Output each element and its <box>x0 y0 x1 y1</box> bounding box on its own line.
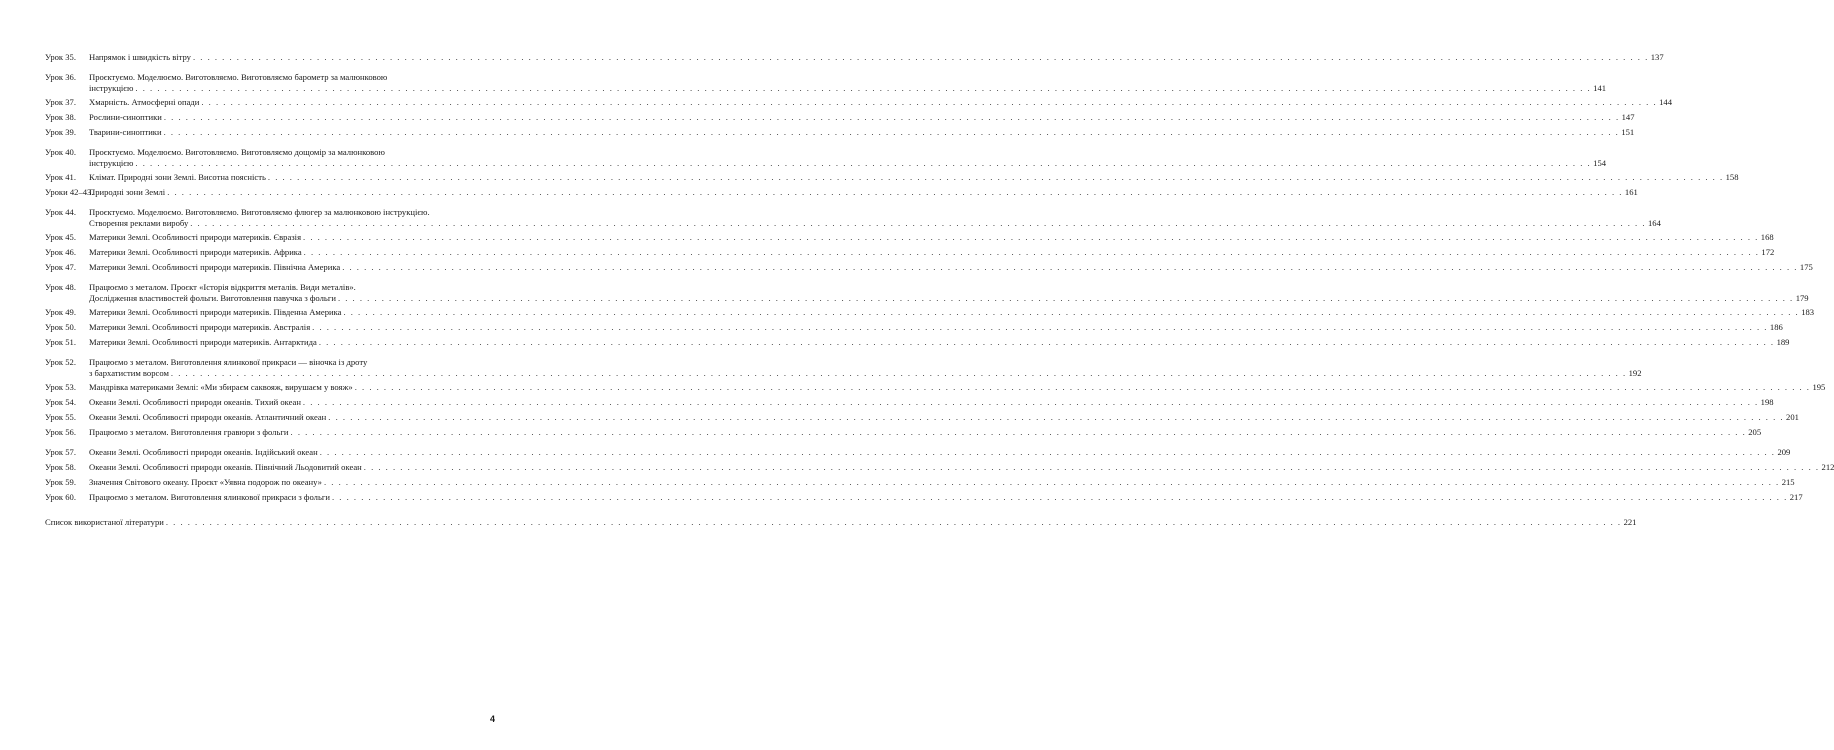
page-ref: 164 <box>1647 218 1661 228</box>
dot-leader: . . . . . . . . . . . . . . . . . . . . . . . . . . . . . . . . . . . . . . . . . . . . . . . . . . . . . . . . . . . . . . . . . . . . . . . . . . . . . . . . . . . . . . . . . . . . . . . . . . . . . . . . . . . . . . . . . . . . . . . . . . . . . . . . . . . . . . . . . . . . . . . . . . . . . . . . . . . . . . . . . . . . . . . . . . . . . . . . . . . . . . . . . . . . . . . . . . . . . . . . <box>323 477 1780 487</box>
lesson-title <box>89 477 1795 488</box>
lesson-title <box>89 262 1813 273</box>
lesson-title-line: Працюємо з металом. Виготовлення ялинкової прикраси — віночка із дроту <box>89 357 368 367</box>
dot-leader: . . . . . . . . . . . . . . . . . . . . . . . . . . . . . . . . . . . . . . . . . . . . . . . . . . . . . . . . . . . . . . . . . . . . . . . . . . . . . . . . . . . . . . . . . . . . . . . . . . . . . . . . . . . . . . . . . . . . . . . . . . . . . . . . . . . . . . . . . . . . . . . . . . . . . . . . . . . . . . . . . . . . . . . . . . . . . . . . . . . . . . . . . . . . . . . . . . . . . . . . <box>170 368 1627 378</box>
page-ref: 158 <box>1725 172 1739 182</box>
lesson-title-line: Значення Світового океану. Проєкт «Уявна подорож по океану» <box>89 477 322 487</box>
page-ref: 175 <box>1799 262 1813 272</box>
lesson-title-line: Материки Землі. Особливості природи материків. Євразія <box>89 232 302 242</box>
lesson-label: Урок 46. <box>45 247 76 257</box>
lesson-label: Урок 59. <box>45 477 76 487</box>
lesson-label: Урок 57. <box>45 447 76 457</box>
lesson-label: Урок 55. <box>45 412 76 422</box>
lesson-title <box>89 427 1762 438</box>
lesson-title <box>89 337 1790 348</box>
lesson-title-line: Клімат. Природні зони Землі. Висотна поясність <box>89 172 266 182</box>
lesson-title <box>89 307 1815 318</box>
dot-leader: . . . . . . . . . . . . . . . . . . . . . . . . . . . . . . . . . . . . . . . . . . . . . . . . . . . . . . . . . . . . . . . . . . . . . . . . . . . . . . . . . . . . . . . . . . . . . . . . . . . . . . . . . . . . . . . . . . . . . . . . . . . . . . . . . . . . . . . . . . . . . . . . . . . . . . . . . . . . . . . . . . . . . . . . . . . . . . . . . . . . . . . . . . . . . . . . . . . . . . . . <box>163 127 1620 137</box>
lesson-title-line: Працюємо з металом. Виготовлення гравюри з фольги <box>89 427 289 437</box>
lesson-label: Урок 60. <box>45 492 76 502</box>
lesson-title <box>89 232 1774 243</box>
dot-leader: . . . . . . . . . . . . . . . . . . . . . . . . . . . . . . . . . . . . . . . . . . . . . . . . . . . . . . . . . . . . . . . . . . . . . . . . . . . . . . . . . . . . . . . . . . . . . . . . . . . . . . . . . . . . . . . . . . . . . . . . . . . . . . . . . . . . . . . . . . . . . . . . . . . . . . . . . . . . . . . . . . . . . . . . . . . . . . . . . . . . . . . . . . . . . . . . . . . . . . . . <box>165 517 1622 527</box>
dot-leader: . . . . . . . . . . . . . . . . . . . . . . . . . . . . . . . . . . . . . . . . . . . . . . . . . . . . . . . . . . . . . . . . . . . . . . . . . . . . . . . . . . . . . . . . . . . . . . . . . . . . . . . . . . . . . . . . . . . . . . . . . . . . . . . . . . . . . . . . . . . . . . . . . . . . . . . . . . . . . . . . . . . . . . . . . . . . . . . . . . . . . . . . . . . . . . . . . . . . . . . . <box>303 247 1760 257</box>
lesson-title <box>89 462 1834 473</box>
dot-leader: . . . . . . . . . . . . . . . . . . . . . . . . . . . . . . . . . . . . . . . . . . . . . . . . . . . . . . . . . . . . . . . . . . . . . . . . . . . . . . . . . . . . . . . . . . . . . . . . . . . . . . . . . . . . . . . . . . . . . . . . . . . . . . . . . . . . . . . . . . . . . . . . . . . . . . . . . . . . . . . . . . . . . . . . . . . . . . . . . . . . . . . . . . . . . . . . . . . . . . . . <box>343 307 1800 317</box>
lesson-title-line: Напрямок і швидкість вітру <box>89 52 191 62</box>
dot-leader: . . . . . . . . . . . . . . . . . . . . . . . . . . . . . . . . . . . . . . . . . . . . . . . . . . . . . . . . . . . . . . . . . . . . . . . . . . . . . . . . . . . . . . . . . . . . . . . . . . . . . . . . . . . . . . . . . . . . . . . . . . . . . . . . . . . . . . . . . . . . . . . . . . . . . . . . . . . . . . . . . . . . . . . . . . . . . . . . . . . . . . . . . . . . . . . . . . . . . . . . <box>163 112 1620 122</box>
page-ref: 221 <box>1623 517 1637 527</box>
lesson-title <box>89 447 1791 458</box>
dot-leader: . . . . . . . . . . . . . . . . . . . . . . . . . . . . . . . . . . . . . . . . . . . . . . . . . . . . . . . . . . . . . . . . . . . . . . . . . . . . . . . . . . . . . . . . . . . . . . . . . . . . . . . . . . . . . . . . . . . . . . . . . . . . . . . . . . . . . . . . . . . . . . . . . . . . . . . . . . . . . . . . . . . . . . . . . . . . . . . . . . . . . . . . . . . . . . . . . . . . . . . . <box>192 52 1649 62</box>
lesson-label: Урок 58. <box>45 462 76 472</box>
lesson-title <box>89 97 1672 108</box>
page-ref: 154 <box>1593 158 1607 168</box>
lesson-label: Урок 56. <box>45 427 76 437</box>
page-ref: 147 <box>1621 112 1635 122</box>
lesson-title-line: інструкцією <box>89 83 134 93</box>
lesson-title <box>89 322 1783 333</box>
lesson-title-line: Природні зони Землі <box>89 187 166 197</box>
page-ref: 189 <box>1776 337 1790 347</box>
lesson-label: Урок 47. <box>45 262 76 272</box>
lesson-title <box>89 492 1803 503</box>
lesson-title-line: Мандрівка материками Землі: «Ми збираєм саквояж, вирушаєм у вояж» <box>89 382 353 392</box>
lesson-title-line: Хмарність. Атмосферні опади <box>89 97 200 107</box>
dot-leader: . . . . . . . . . . . . . . . . . . . . . . . . . . . . . . . . . . . . . . . . . . . . . . . . . . . . . . . . . . . . . . . . . . . . . . . . . . . . . . . . . . . . . . . . . . . . . . . . . . . . . . . . . . . . . . . . . . . . . . . . . . . . . . . . . . . . . . . . . . . . . . . . . . . . . . . . . . . . . . . . . . . . . . . . . . . . . . . . . . . . . . . . . . . . . . . . . . . . . . . . <box>201 97 1658 107</box>
lesson-label: Урок 36. <box>45 72 76 82</box>
dot-leader: . . . . . . . . . . . . . . . . . . . . . . . . . . . . . . . . . . . . . . . . . . . . . . . . . . . . . . . . . . . . . . . . . . . . . . . . . . . . . . . . . . . . . . . . . . . . . . . . . . . . . . . . . . . . . . . . . . . . . . . . . . . . . . . . . . . . . . . . . . . . . . . . . . . . . . . . . . . . . . . . . . . . . . . . . . . . . . . . . . . . . . . . . . . . . . . . . . . . . . . . <box>190 218 1646 228</box>
dot-leader: . . . . . . . . . . . . . . . . . . . . . . . . . . . . . . . . . . . . . . . . . . . . . . . . . . . . . . . . . . . . . . . . . . . . . . . . . . . . . . . . . . . . . . . . . . . . . . . . . . . . . . . . . . . . . . . . . . . . . . . . . . . . . . . . . . . . . . . . . . . . . . . . . . . . . . . . . . . . . . . . . . . . . . . . . . . . . . . . . . . . . . . . . . . . . . . . . . . . . . . . <box>303 232 1759 242</box>
dot-leader: . . . . . . . . . . . . . . . . . . . . . . . . . . . . . . . . . . . . . . . . . . . . . . . . . . . . . . . . . . . . . . . . . . . . . . . . . . . . . . . . . . . . . . . . . . . . . . . . . . . . . . . . . . . . . . . . . . . . . . . . . . . . . . . . . . . . . . . . . . . . . . . . . . . . . . . . . . . . . . . . . . . . . . . . . . . . . . . . . . . . . . . . . . . . . . . . . . . . . . . . <box>337 293 1794 303</box>
page-ref: 192 <box>1628 368 1642 378</box>
dot-leader: . . . . . . . . . . . . . . . . . . . . . . . . . . . . . . . . . . . . . . . . . . . . . . . . . . . . . . . . . . . . . . . . . . . . . . . . . . . . . . . . . . . . . . . . . . . . . . . . . . . . . . . . . . . . . . . . . . . . . . . . . . . . . . . . . . . . . . . . . . . . . . . . . . . . . . . . . . . . . . . . . . . . . . . . . . . . . . . . . . . . . . . . . . . . . . . . . . . . . . . . <box>167 187 1623 197</box>
page-ref: 179 <box>1795 293 1809 303</box>
lesson-label: Урок 50. <box>45 322 76 332</box>
lesson-label: Урок 54. <box>45 397 76 407</box>
lesson-label: Урок 37. <box>45 97 76 107</box>
lesson-label: Урок 39. <box>45 127 76 137</box>
lesson-title <box>89 187 1638 198</box>
lesson-title <box>89 207 1661 229</box>
page-ref: 161 <box>1624 187 1638 197</box>
dot-leader: . . . . . . . . . . . . . . . . . . . . . . . . . . . . . . . . . . . . . . . . . . . . . . . . . . . . . . . . . . . . . . . . . . . . . . . . . . . . . . . . . . . . . . . . . . . . . . . . . . . . . . . . . . . . . . . . . . . . . . . . . . . . . . . . . . . . . . . . . . . . . . . . . . . . . . . . . . . . . . . . . . . . . . . . . . . . . . . . . . . . . . . . . . . . . . . . . . . . . . . . <box>312 322 1768 332</box>
lesson-label: Урок 53. <box>45 382 76 392</box>
lesson-label: Урок 52. <box>45 357 76 367</box>
lesson-title-line: Проєктуємо. Моделюємо. Виготовляємо. Виготовляємо флюгер за малюнковою інструкцією. <box>89 207 430 217</box>
lesson-title <box>89 127 1635 138</box>
lesson-title-line: Материки Землі. Особливості природи материків. Антарктида <box>89 337 317 347</box>
page-ref: 151 <box>1621 127 1635 137</box>
lesson-title <box>89 397 1774 408</box>
lesson-title <box>89 147 1607 169</box>
page-ref: 141 <box>1593 83 1607 93</box>
dot-leader: . . . . . . . . . . . . . . . . . . . . . . . . . . . . . . . . . . . . . . . . . . . . . . . . . . . . . . . . . . . . . . . . . . . . . . . . . . . . . . . . . . . . . . . . . . . . . . . . . . . . . . . . . . . . . . . . . . . . . . . . . . . . . . . . . . . . . . . . . . . . . . . . . . . . . . . . . . . . . . . . . . . . . . . . . . . . . . . . . . . . . . . . . . . . . . . . . . . . . . . . <box>342 262 1798 272</box>
lesson-title <box>89 382 1826 393</box>
dot-leader: . . . . . . . . . . . . . . . . . . . . . . . . . . . . . . . . . . . . . . . . . . . . . . . . . . . . . . . . . . . . . . . . . . . . . . . . . . . . . . . . . . . . . . . . . . . . . . . . . . . . . . . . . . . . . . . . . . . . . . . . . . . . . . . . . . . . . . . . . . . . . . . . . . . . . . . . . . . . . . . . . . . . . . . . . . . . . . . . . . . . . . . . . . . . . . . . . . . . . . . . <box>328 412 1785 422</box>
page-ref: 183 <box>1801 307 1815 317</box>
lesson-title-line: Працюємо з металом. Проєкт «Історія відкриття металів. Види металів». <box>89 282 356 292</box>
lesson-title-line: інструкцією <box>89 158 134 168</box>
dot-leader: . . . . . . . . . . . . . . . . . . . . . . . . . . . . . . . . . . . . . . . . . . . . . . . . . . . . . . . . . . . . . . . . . . . . . . . . . . . . . . . . . . . . . . . . . . . . . . . . . . . . . . . . . . . . . . . . . . . . . . . . . . . . . . . . . . . . . . . . . . . . . . . . . . . . . . . . . . . . . . . . . . . . . . . . . . . . . . . . . . . . . . . . . . . . . . . . . . . . . . . . <box>363 462 1820 472</box>
lesson-title-line: Океани Землі. Особливості природи океанів. Атлантичний океан <box>89 412 327 422</box>
lesson-label: Урок 49. <box>45 307 76 317</box>
page-ref: 198 <box>1760 397 1774 407</box>
lesson-title-line: Океани Землі. Особливості природи океанів. Північний Льодовитий океан <box>89 462 362 472</box>
lesson-title <box>89 412 1799 423</box>
lesson-title-line: Проєктуємо. Моделюємо. Виготовляємо. Виготовляємо дощомір за малюнковою <box>89 147 385 157</box>
page-ref: 144 <box>1659 97 1672 107</box>
dot-leader: . . . . . . . . . . . . . . . . . . . . . . . . . . . . . . . . . . . . . . . . . . . . . . . . . . . . . . . . . . . . . . . . . . . . . . . . . . . . . . . . . . . . . . . . . . . . . . . . . . . . . . . . . . . . . . . . . . . . . . . . . . . . . . . . . . . . . . . . . . . . . . . . . . . . . . . . . . . . . . . . . . . . . . . . . . . . . . . . . . . . . . . . . . . . . . . . . . . . . . . . <box>302 397 1759 407</box>
lesson-label: Урок 41. <box>45 172 76 182</box>
lesson-label: Урок 35. <box>45 52 76 62</box>
page-number: 4 <box>489 714 495 724</box>
lesson-title <box>89 172 1739 183</box>
lesson-title-line: Материки Землі. Особливості природи материків. Африка <box>89 247 302 257</box>
lesson-title-line: Материки Землі. Особливості природи материків. Південна Америка <box>89 307 342 317</box>
lesson-title <box>89 357 1642 379</box>
lesson-title-line: Рослини-синоптики <box>89 112 162 122</box>
lesson-title <box>89 52 1664 63</box>
lesson-label: Урок 48. <box>45 282 76 292</box>
page-ref: 137 <box>1650 52 1664 62</box>
lesson-title-line: Материки Землі. Особливості природи материків. Північна Америка <box>89 262 341 272</box>
page-ref: 172 <box>1761 247 1775 257</box>
lesson-title-line: Океани Землі. Особливості природи океанів. Тихий океан <box>89 397 301 407</box>
lesson-title-line: Дослідження властивостей фольги. Виготовлення павучка з фольги <box>89 293 336 303</box>
lesson-title-line: Працюємо з металом. Виготовлення ялинкової прикраси з фольги <box>89 492 330 502</box>
dot-leader: . . . . . . . . . . . . . . . . . . . . . . . . . . . . . . . . . . . . . . . . . . . . . . . . . . . . . . . . . . . . . . . . . . . . . . . . . . . . . . . . . . . . . . . . . . . . . . . . . . . . . . . . . . . . . . . . . . . . . . . . . . . . . . . . . . . . . . . . . . . . . . . . . . . . . . . . . . . . . . . . . . . . . . . . . . . . . . . . . . . . . . . . . . . . . . . . . . . . . . . . <box>267 172 1724 182</box>
dot-leader: . . . . . . . . . . . . . . . . . . . . . . . . . . . . . . . . . . . . . . . . . . . . . . . . . . . . . . . . . . . . . . . . . . . . . . . . . . . . . . . . . . . . . . . . . . . . . . . . . . . . . . . . . . . . . . . . . . . . . . . . . . . . . . . . . . . . . . . . . . . . . . . . . . . . . . . . . . . . . . . . . . . . . . . . . . . . . . . . . . . . . . . . . . . . . . . . . . . . . . . . <box>290 427 1747 437</box>
dot-leader: . . . . . . . . . . . . . . . . . . . . . . . . . . . . . . . . . . . . . . . . . . . . . . . . . . . . . . . . . . . . . . . . . . . . . . . . . . . . . . . . . . . . . . . . . . . . . . . . . . . . . . . . . . . . . . . . . . . . . . . . . . . . . . . . . . . . . . . . . . . . . . . . . . . . . . . . . . . . . . . . . . . . . . . . . . . . . . . . . . . . . . . . . . . . . . . . . . . . . . . . <box>319 447 1776 457</box>
lesson-title <box>89 282 1809 304</box>
lesson-title-line: Материки Землі. Особливості природи материків. Австралія <box>89 322 311 332</box>
references-label: Список використаної літератури <box>45 517 164 527</box>
lesson-title-line: з бархатистим ворсом <box>89 368 169 378</box>
lesson-title-line: Створення реклами виробу <box>89 218 189 228</box>
dot-leader: . . . . . . . . . . . . . . . . . . . . . . . . . . . . . . . . . . . . . . . . . . . . . . . . . . . . . . . . . . . . . . . . . . . . . . . . . . . . . . . . . . . . . . . . . . . . . . . . . . . . . . . . . . . . . . . . . . . . . . . . . . . . . . . . . . . . . . . . . . . . . . . . . . . . . . . . . . . . . . . . . . . . . . . . . . . . . . . . . . . . . . . . . . . . . . . . . . . . . . . . <box>354 382 1811 392</box>
dot-leader: . . . . . . . . . . . . . . . . . . . . . . . . . . . . . . . . . . . . . . . . . . . . . . . . . . . . . . . . . . . . . . . . . . . . . . . . . . . . . . . . . . . . . . . . . . . . . . . . . . . . . . . . . . . . . . . . . . . . . . . . . . . . . . . . . . . . . . . . . . . . . . . . . . . . . . . . . . . . . . . . . . . . . . . . . . . . . . . . . . . . . . . . . . . . . . . . . . . . . . . . <box>318 337 1775 347</box>
dot-leader: . . . . . . . . . . . . . . . . . . . . . . . . . . . . . . . . . . . . . . . . . . . . . . . . . . . . . . . . . . . . . . . . . . . . . . . . . . . . . . . . . . . . . . . . . . . . . . . . . . . . . . . . . . . . . . . . . . . . . . . . . . . . . . . . . . . . . . . . . . . . . . . . . . . . . . . . . . . . . . . . . . . . . . . . . . . . . . . . . . . . . . . . . . . . . . . . . . . . . . . . <box>135 83 1592 93</box>
page-ref: 215 <box>1781 477 1795 487</box>
lesson-title <box>89 112 1635 123</box>
dot-leader: . . . . . . . . . . . . . . . . . . . . . . . . . . . . . . . . . . . . . . . . . . . . . . . . . . . . . . . . . . . . . . . . . . . . . . . . . . . . . . . . . . . . . . . . . . . . . . . . . . . . . . . . . . . . . . . . . . . . . . . . . . . . . . . . . . . . . . . . . . . . . . . . . . . . . . . . . . . . . . . . . . . . . . . . . . . . . . . . . . . . . . . . . . . . . . . . . . . . . . . . <box>332 492 1788 502</box>
lesson-label: Урок 45. <box>45 232 76 242</box>
page-ref: 201 <box>1786 412 1799 422</box>
lesson-label: Уроки 42–43. <box>45 187 94 197</box>
lesson-title <box>89 72 1607 94</box>
page-ref: 209 <box>1777 447 1791 457</box>
page-ref: 212 <box>1821 462 1834 472</box>
lesson-title <box>89 247 1775 258</box>
page-ref: 186 <box>1769 322 1783 332</box>
lesson-title-line: Океани Землі. Особливості природи океанів. Індійський океан <box>89 447 318 457</box>
lesson-label: Урок 38. <box>45 112 76 122</box>
lesson-label: Урок 40. <box>45 147 76 157</box>
lesson-title-line: Проєктуємо. Моделюємо. Виготовляємо. Виготовляємо барометр за малюнковою <box>89 72 388 82</box>
page-ref: 168 <box>1760 232 1774 242</box>
dot-leader: . . . . . . . . . . . . . . . . . . . . . . . . . . . . . . . . . . . . . . . . . . . . . . . . . . . . . . . . . . . . . . . . . . . . . . . . . . . . . . . . . . . . . . . . . . . . . . . . . . . . . . . . . . . . . . . . . . . . . . . . . . . . . . . . . . . . . . . . . . . . . . . . . . . . . . . . . . . . . . . . . . . . . . . . . . . . . . . . . . . . . . . . . . . . . . . . . . . . . . . . <box>135 158 1592 168</box>
page-ref: 217 <box>1789 492 1803 502</box>
lesson-label: Урок 51. <box>45 337 76 347</box>
page-ref: 195 <box>1812 382 1826 392</box>
lesson-title-line: Тварини-синоптики <box>89 127 162 137</box>
lesson-label: Урок 44. <box>45 207 76 217</box>
page-ref: 205 <box>1748 427 1762 437</box>
